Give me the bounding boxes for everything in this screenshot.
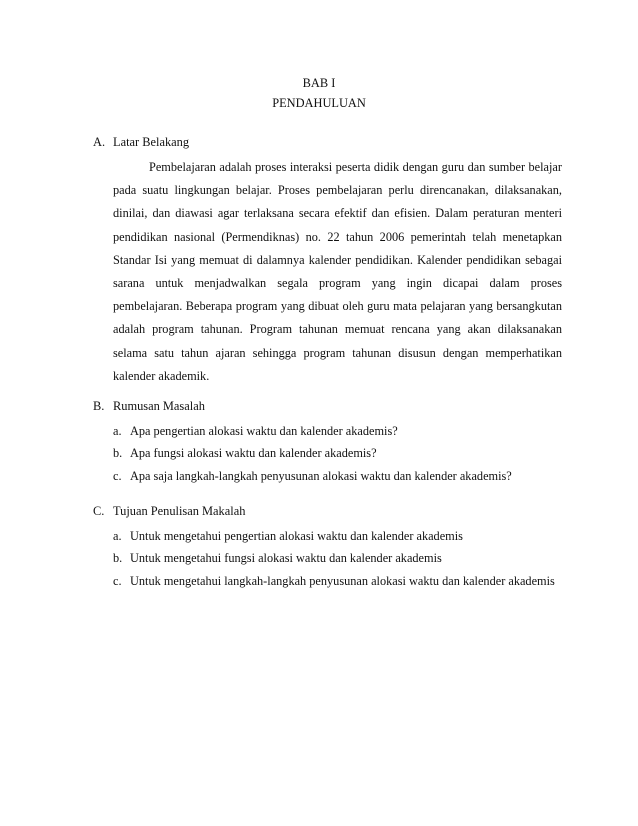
section-a-paragraph: Pembelajaran adalah proses interaksi peserta didik dengan guru dan sumber belajar pada suatu lingkungan belajar. Proses pembelajaran perlu direncanakan, dilaksanakan, dinilai, dan diawasi agar terlaksana secara efektif dan efisien. Dalam peraturan menteri pendidikan nasional (Permendiknas) no. 22 tahun 2006 pemerintah telah menetapkan Standar Isi yang memuat di dalamnya kalender pendidikan. Kalender pendidikan sebagai sarana untuk menjadwalkan segala program yang ingin dicapai dalam proses pembelajaran. Beberapa program yang dibuat oleh guru mata pelajaran yang bersangkutan adalah program tahunan. Program tahunan memuat rencana yang akan dilaksanakan selama satu tahun ajaran sehingga program tahunan disusun dengan memperhatikan kalender akademik. <box>113 160 562 383</box>
list-marker: c. <box>113 468 122 483</box>
list-item-text: Apa fungsi alokasi waktu dan kalender akademis? <box>130 446 377 461</box>
list-marker: b. <box>113 446 123 461</box>
list-marker: b. <box>113 551 123 566</box>
list-item-text: Apa pengertian alokasi waktu dan kalender akademis? <box>130 424 398 438</box>
list-marker: a. <box>113 424 122 438</box>
section-b-letter: B. <box>93 399 105 413</box>
section-b-heading <box>93 399 205 414</box>
section-c-heading <box>93 504 245 519</box>
list-item-text: Untuk mengetahui fungsi alokasi waktu dan kalender akademis <box>130 551 442 566</box>
list-item <box>113 465 562 487</box>
problem-list <box>113 420 562 487</box>
objective-list <box>113 525 562 593</box>
list-item <box>113 525 562 547</box>
list-item <box>113 420 562 442</box>
chapter-title: BAB I <box>302 76 336 90</box>
list-item <box>113 442 562 464</box>
list-marker: a. <box>113 529 122 543</box>
section-a-heading <box>93 135 189 150</box>
section-c-letter: C. <box>93 504 105 518</box>
list-item-text: Untuk mengetahui pengertian alokasi waktu dan kalender akademis <box>130 529 463 543</box>
list-marker: c. <box>113 573 122 588</box>
list-item <box>113 570 562 593</box>
section-a-title: Latar Belakang <box>113 135 190 149</box>
chapter-subtitle: PENDAHULUAN <box>272 96 366 110</box>
section-a-letter: A. <box>93 135 106 149</box>
list-item <box>113 547 562 569</box>
list-item-text: Untuk mengetahui langkah-langkah penyusunan alokasi waktu dan kalender akademis <box>130 573 555 588</box>
section-b-title: Rumusan Masalah <box>113 399 205 413</box>
section-c-title: Tujuan Penulisan Makalah <box>113 504 246 518</box>
list-item-text: Apa saja langkah-langkah penyusunan alokasi waktu dan kalender akademis? <box>130 468 512 483</box>
